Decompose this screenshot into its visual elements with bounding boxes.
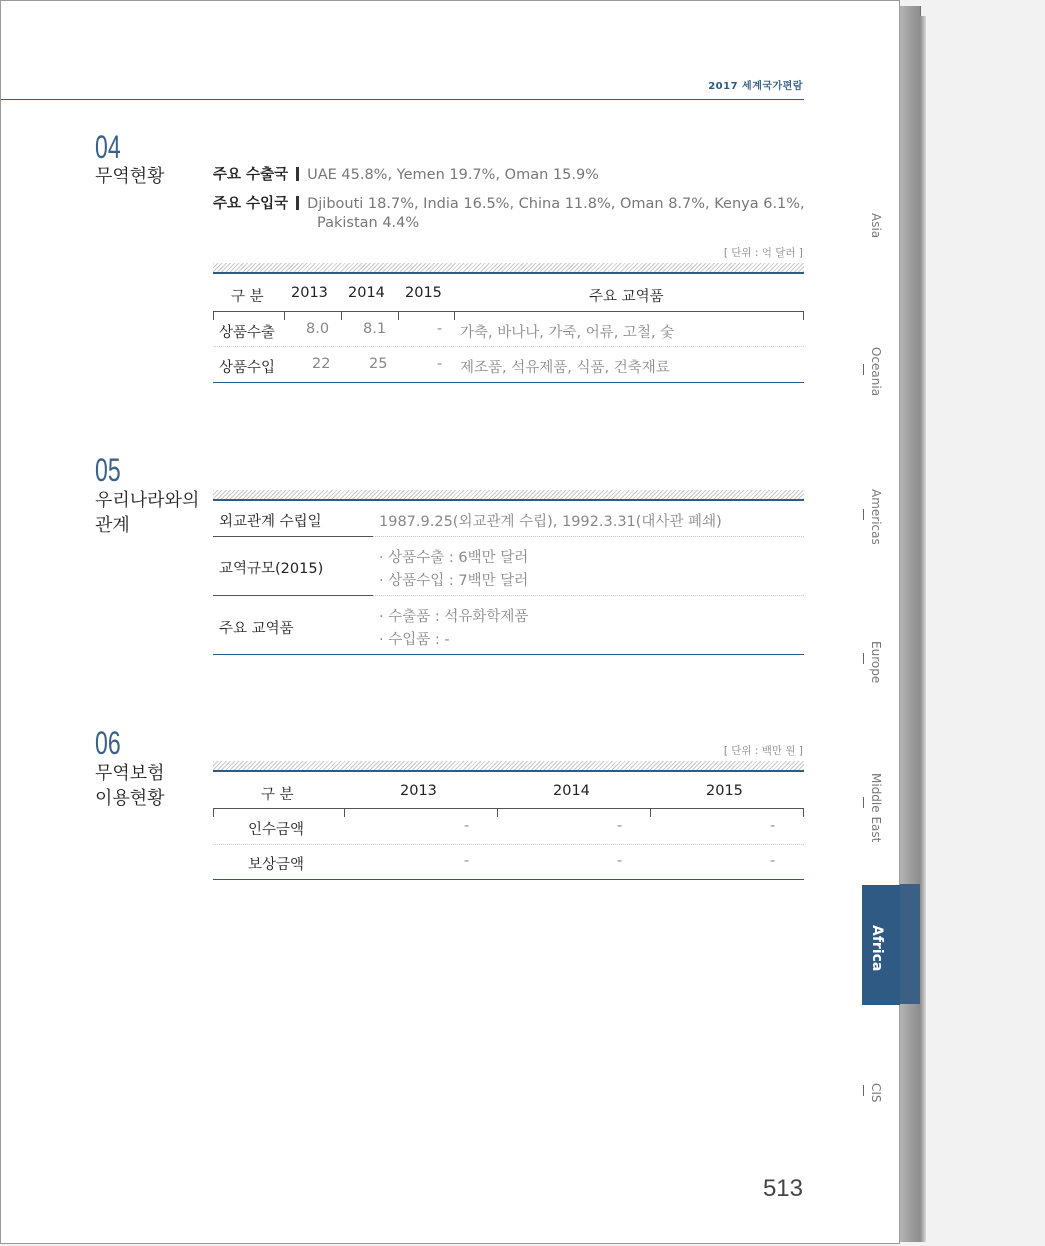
export-label: 주요 수출국 — [213, 167, 289, 183]
col-tick — [344, 808, 345, 817]
page-edge-shadow — [920, 16, 926, 1242]
spine-africa-mark — [898, 884, 920, 1004]
section-05-title-line2: 관계 — [95, 515, 130, 536]
table-bottom-rule — [213, 382, 804, 383]
book-spine — [898, 6, 921, 1242]
relations-trade-import: · 상품수입 : 7백만 달러 — [379, 573, 529, 589]
tab-cis[interactable]: CIS — [869, 1083, 883, 1103]
table-top-hatch — [213, 490, 804, 501]
col-tick — [650, 808, 651, 817]
tab-tick — [863, 1085, 864, 1096]
col-header-category: 구 분 — [261, 787, 294, 803]
col-tick — [213, 311, 214, 320]
tab-oceania[interactable]: Oceania — [869, 347, 883, 397]
col-header-2014: 2014 — [348, 285, 385, 301]
row-import-2015: - — [437, 356, 443, 372]
import-value-line2: Pakistan 4.4% — [317, 215, 420, 231]
tab-middle-east[interactable]: Middle East — [869, 773, 883, 843]
section-06-number: 06 — [95, 725, 121, 761]
row-underwriting-2015: - — [770, 818, 776, 834]
label-rule — [213, 536, 373, 537]
row-export-label: 상품수출 — [219, 325, 276, 341]
relations-items-import: · 수입품 : - — [379, 632, 450, 648]
tab-europe[interactable]: Europe — [869, 641, 883, 684]
import-label: 주요 수입국 — [213, 196, 289, 212]
table-top-hatch — [213, 761, 804, 772]
row-claims-2014: - — [617, 853, 623, 869]
col-tick — [803, 808, 804, 817]
relations-value-diplomacy: 1987.9.25(외교관계 수립), 1992.3.31(대사관 폐쇄) — [379, 514, 722, 530]
row-underwriting-2013: - — [464, 818, 470, 834]
section-06-title-line2: 이용현황 — [95, 788, 165, 809]
relations-label-items: 주요 교역품 — [219, 621, 294, 637]
table-bottom-rule — [213, 879, 804, 880]
relations-items-export: · 수출품 : 석유화학제품 — [379, 609, 529, 625]
row-divider — [373, 595, 804, 596]
export-row — [213, 163, 813, 184]
row-divider — [373, 536, 804, 537]
row-underwriting-label: 인수금액 — [248, 822, 305, 838]
export-value: UAE 45.8%, Yemen 19.7%, Oman 15.9% — [307, 167, 599, 183]
relations-trade-export: · 상품수출 : 6백만 달러 — [379, 550, 529, 566]
col-header-2014: 2014 — [553, 783, 590, 799]
col-header-2013: 2013 — [400, 783, 437, 799]
col-tick — [284, 311, 285, 320]
running-header: 2017 세계국가편람 — [708, 81, 803, 92]
col-header-2015: 2015 — [405, 285, 442, 301]
row-claims-label: 보상금액 — [248, 857, 305, 873]
table-bottom-rule — [213, 654, 804, 655]
col-tick — [398, 311, 399, 320]
col-tick — [803, 311, 804, 320]
tab-tick — [863, 509, 864, 520]
relations-label-trade: 교역규모(2015) — [219, 561, 324, 577]
separator-bar — [296, 167, 299, 181]
section-04-number: 04 — [95, 129, 121, 165]
section-06-title-line1: 무역보험 — [95, 763, 165, 784]
tab-tick — [863, 653, 864, 664]
import-value-line1: Djibouti 18.7%, India 16.5%, China 11.8%, Oman 8.7%, Kenya 6.1%, — [307, 196, 805, 212]
row-import-2014: 25 — [369, 356, 388, 372]
section-04-title: 무역현황 — [95, 166, 165, 187]
header-rule — [213, 311, 804, 312]
row-import-2013: 22 — [312, 356, 331, 372]
unit-label: [ 단위 : 백만 원 ] — [723, 745, 803, 757]
row-divider — [213, 346, 804, 347]
col-tick — [454, 311, 455, 320]
import-row — [213, 192, 813, 213]
separator-bar — [296, 196, 299, 210]
col-tick — [213, 808, 214, 817]
tab-asia[interactable]: Asia — [869, 213, 883, 239]
row-import-label: 상품수입 — [219, 360, 276, 376]
header-rule — [1, 99, 804, 100]
row-divider — [213, 844, 804, 845]
tab-americas[interactable]: Americas — [869, 489, 883, 545]
row-export-items: 가축, 바나나, 가죽, 어류, 고철, 숯 — [460, 325, 675, 341]
row-import-items: 제조품, 석유제품, 식품, 건축재료 — [460, 360, 670, 376]
col-header-items: 주요 교역품 — [589, 289, 664, 305]
col-tick — [341, 311, 342, 320]
col-header-2013: 2013 — [291, 285, 328, 301]
table-top-hatch — [213, 263, 804, 274]
tab-tick — [863, 364, 864, 375]
row-claims-2013: - — [464, 853, 470, 869]
section-05-number: 05 — [95, 452, 121, 488]
row-underwriting-2014: - — [617, 818, 623, 834]
tab-tick — [863, 797, 864, 808]
row-export-2013: 8.0 — [306, 321, 330, 337]
col-header-category: 구 분 — [231, 289, 264, 305]
section-05-title-line1: 우리나라와의 — [95, 490, 200, 511]
row-export-2014: 8.1 — [363, 321, 387, 337]
header-rule — [213, 808, 804, 809]
col-header-2015: 2015 — [706, 783, 743, 799]
page-number: 513 — [762, 1175, 803, 1202]
col-tick — [497, 808, 498, 817]
row-claims-2015: - — [770, 853, 776, 869]
label-rule — [213, 595, 373, 596]
relations-label-diplomacy: 외교관계 수립일 — [219, 514, 322, 530]
tab-africa-label: Africa — [869, 925, 885, 972]
unit-label: [ 단위 : 억 달러 ] — [723, 247, 803, 259]
row-export-2015: - — [437, 321, 443, 337]
